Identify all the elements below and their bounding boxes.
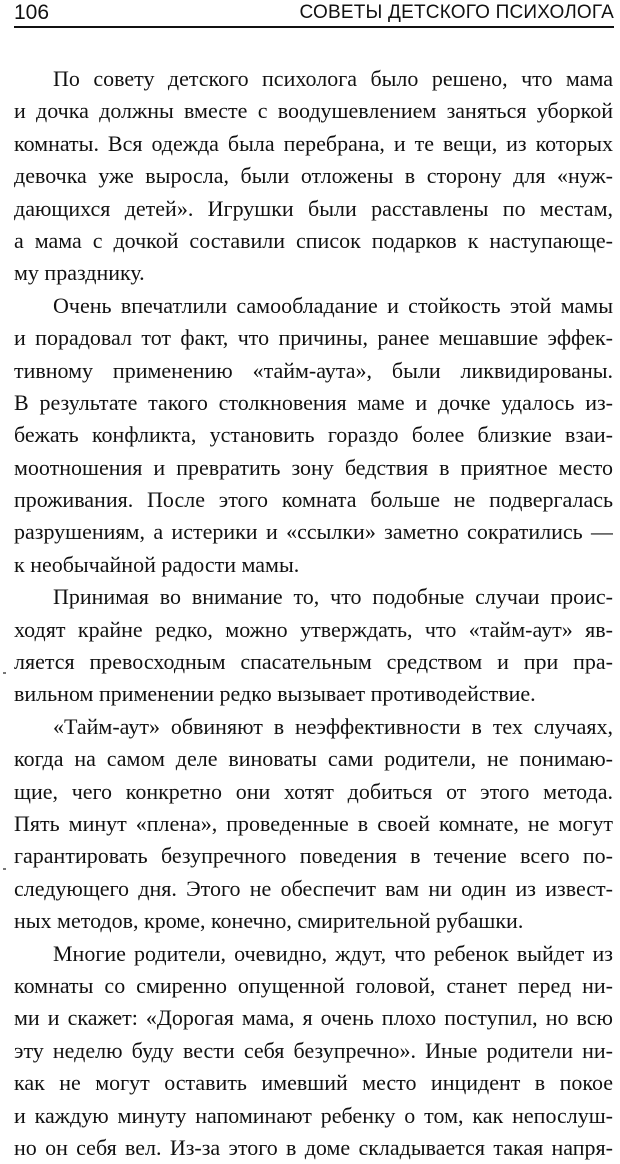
text-line: Очень впечатлили самообладание и стойкость этой мамы [53,292,613,318]
text-line: По совету детского психолога было решено, что мама [53,66,613,91]
text-line: но он себя вел. Из-за этого в доме складывается такая напря- [14,1134,613,1160]
text-line: и порадовал тот факт, что причины, ранее мешавшие эффек- [14,325,613,351]
paragraph [14,938,613,1164]
text-line: и каждую минуту напоминают ребенку о том, как непослуш- [14,1102,613,1128]
page-header [14,0,614,30]
paragraph [14,290,613,582]
text-line: «Тайм-аут» обвиняют в неэффективности в тех случаях, [53,713,613,739]
header-rule [14,26,614,28]
paragraph [14,711,613,938]
text-line: моотношения и превратить зону бедствия в приятное место [14,454,613,480]
page-number: 106 [14,1,50,24]
text-line: Принимая во внимание то, что подобные случаи проис- [53,584,613,610]
text-line: эту неделю буду вести себя безупречно». Иные родители ни- [14,1037,613,1063]
text-line: щие, чего конкретно они хотят добиться от этого метода. [14,778,613,804]
text-line: вильном применении редко вызывает противодействие. [14,681,536,707]
text-line: а мама с дочкой составили список подарков к наступающе- [14,227,613,253]
text-line: Многие родители, очевидно, ждут, что ребенок выйдет из [53,940,613,966]
paragraph [14,63,613,290]
text-line: ных методов, кроме, конечно, смирительной рубашки. [14,908,524,934]
text-line: девочка уже выросла, были отложены в сторону для «нуж- [14,163,613,189]
text-line: как не могут оставить имевший место инцидент в покое [14,1070,613,1096]
text-line: разрушениям, а истерики и «ссылки» заметно сократились — [14,519,613,545]
text-line: дающихся детей». Игрушки были расставлены по местам, [14,195,613,221]
text-line: Пять минут «плена», проведенные в своей комнате, не могут [14,810,613,836]
text-line: В результате такого столкновения маме и дочке удалось из- [14,389,613,415]
text-line: комнаты. Вся одежда была перебрана, и те вещи, из которых [14,130,613,156]
text-line: бежать конфликта, установить гораздо более близкие взаи- [14,422,613,448]
paragraph [14,581,613,711]
running-title: СОВЕТЫ ДЕТСКОГО ПСИХОЛОГА [299,2,614,23]
text-line: следующего дня. Этого не обеспечит вам ни один из извест- [14,875,613,901]
text-line: и дочка должны вместе с воодушевлением заняться уборкой [14,98,613,124]
text-line: к необычайной радости мамы. [14,551,300,577]
margin-speck [3,868,6,870]
body-text [14,63,613,1164]
text-line: тивному применению «тайм-аута», были ликвидированы. [14,357,613,383]
text-line: гарантировать безупречного поведения в течение всего по- [14,843,613,869]
text-line: ляется превосходным спасательным средством и при пра- [14,649,613,675]
text-line: комнаты со смиренно опущенной головой, станет перед ни- [14,972,613,998]
text-line: когда на самом деле виноваты сами родители, не понимаю- [14,746,613,772]
margin-speck [3,672,6,674]
text-line: ми и скажет: «Дорогая мама, я очень плохо поступил, но всю [14,1005,613,1031]
text-line: му празднику. [14,260,145,286]
text-line: ходят крайне редко, можно утверждать, что «тайм-аут» яв- [14,616,613,642]
text-line: проживания. После этого комната больше не подвергалась [14,487,613,513]
